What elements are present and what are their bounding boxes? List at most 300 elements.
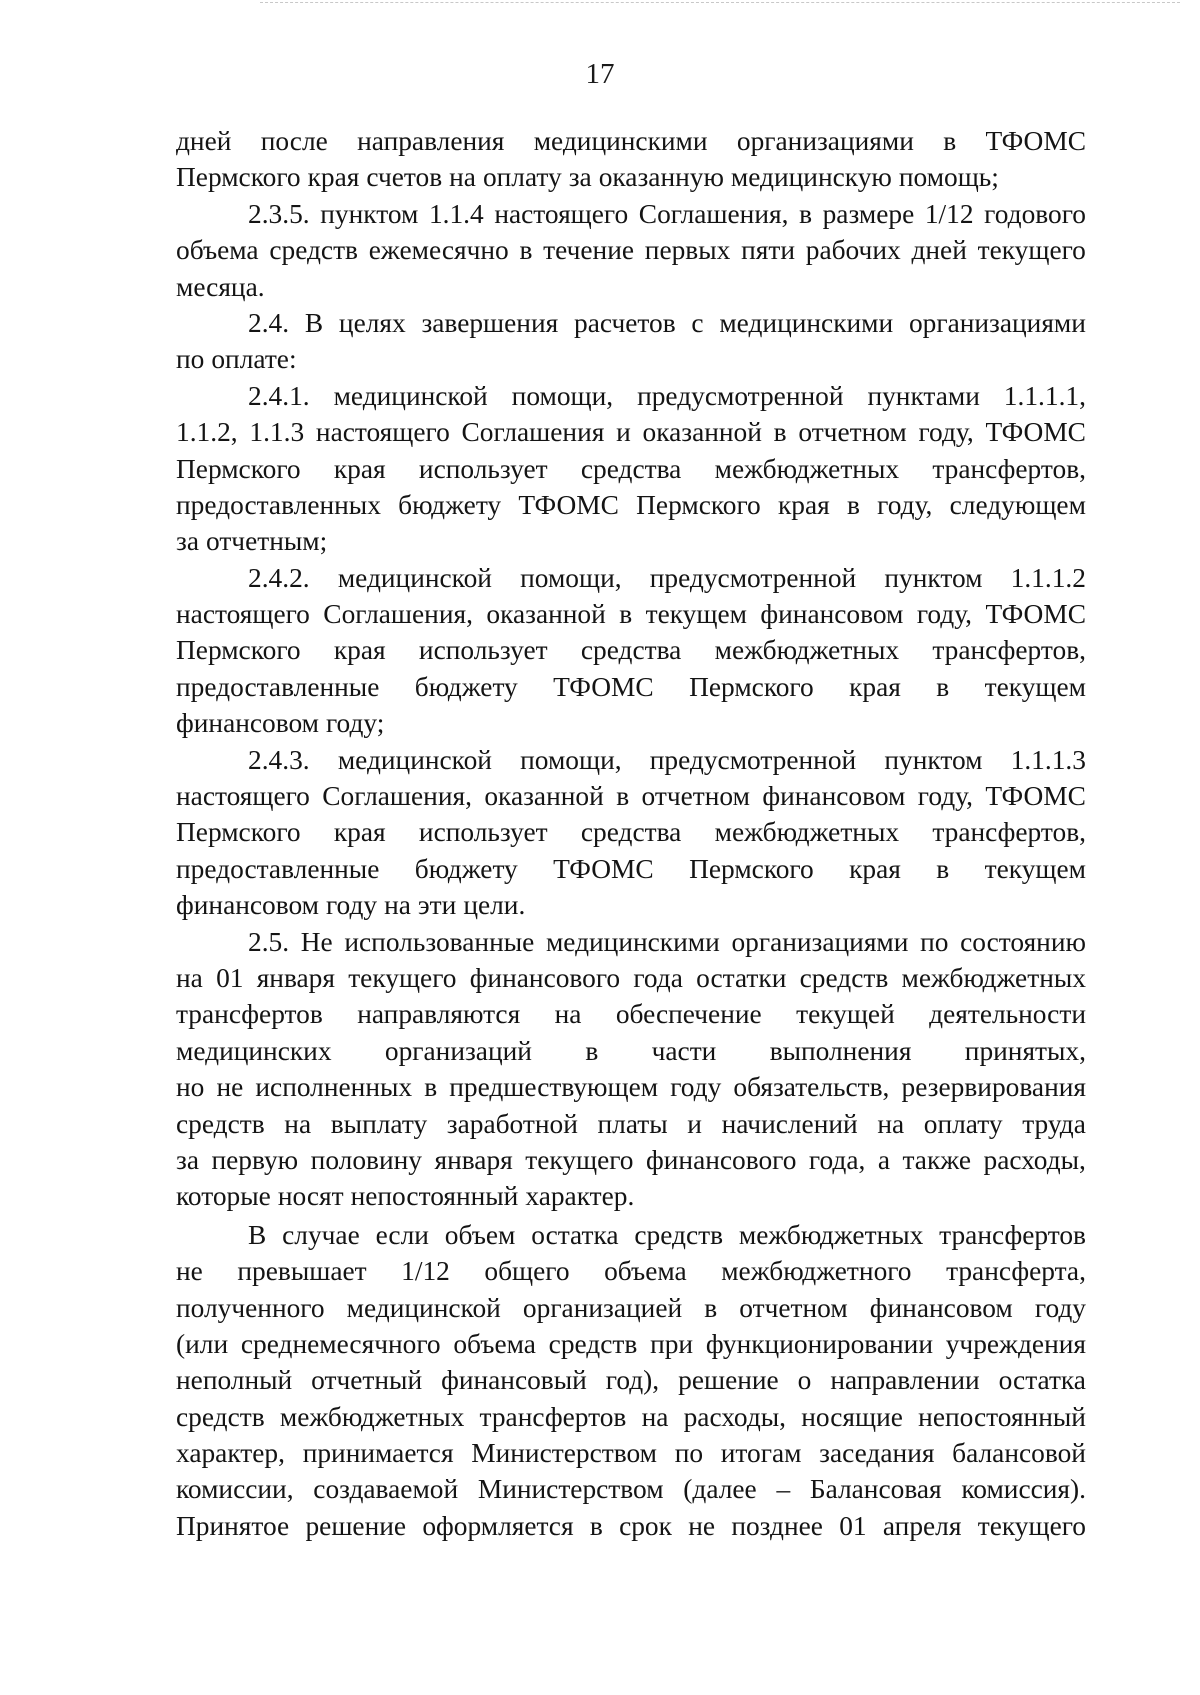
- text-word: финансовый: [441, 1365, 587, 1396]
- text-line: [176, 523, 1086, 559]
- text-word: использованные: [344, 926, 535, 957]
- text-word: организацией: [522, 1292, 683, 1323]
- text-word: трансфертов: [479, 1401, 627, 1432]
- text-word: году,: [918, 417, 974, 448]
- text-word: 1.1.3: [249, 417, 305, 448]
- text-word: настоящего: [494, 198, 629, 229]
- text-line: [176, 924, 1086, 960]
- text-line: [176, 341, 1086, 377]
- text-word: объема: [604, 1256, 687, 1287]
- text-word: в: [936, 671, 950, 702]
- text-word: предоставленных: [176, 489, 381, 520]
- text-word: пяти: [741, 235, 795, 266]
- text-word: трансфертов,: [932, 453, 1086, 484]
- text-word: в: [799, 198, 812, 229]
- text-word: о: [797, 1365, 812, 1396]
- text-word: оказанной: [642, 417, 762, 448]
- text-word: характер,: [176, 1438, 285, 1469]
- text-word: 1.1.1.1,: [1003, 380, 1086, 411]
- text-word: Пермского: [636, 489, 761, 520]
- text-word: расходы,: [983, 1144, 1086, 1175]
- text-word: но: [176, 1072, 205, 1103]
- text-word: учреждения: [945, 1328, 1086, 1359]
- text-line: [176, 1178, 1086, 1214]
- text-word: оплате:: [211, 344, 297, 375]
- text-word: апреля: [882, 1510, 962, 1541]
- text-line: [176, 1471, 1086, 1507]
- text-word: году,: [877, 489, 933, 520]
- text-word: месяца.: [176, 271, 265, 302]
- text-word: решение: [305, 1510, 407, 1541]
- text-word: (или: [176, 1328, 229, 1359]
- text-word: текущего: [977, 235, 1086, 266]
- text-word: ТФОМС: [985, 417, 1086, 448]
- text-word: ежемесячно: [368, 235, 509, 266]
- text-word: объема: [176, 235, 259, 266]
- text-word: не: [176, 1256, 203, 1287]
- text-word: Соглашения: [461, 417, 605, 448]
- text-line: [176, 232, 1086, 268]
- text-word: (далее: [683, 1474, 757, 1505]
- text-word: трансфертов,: [932, 817, 1086, 848]
- text-word: помощи,: [520, 562, 622, 593]
- text-word: средств: [548, 1328, 638, 1359]
- text-word: первых: [644, 235, 731, 266]
- text-word: выполнения: [769, 1035, 912, 1066]
- text-word: неполный: [176, 1365, 293, 1396]
- text-word: текущего: [348, 962, 457, 993]
- text-word: предоставленные: [176, 853, 380, 884]
- text-word: трансфертов,: [932, 635, 1086, 666]
- text-word: год),: [605, 1365, 660, 1396]
- text-word: В: [304, 307, 324, 338]
- text-word: 1.1.1.2: [1010, 562, 1086, 593]
- text-word: помощи,: [520, 744, 622, 775]
- text-word: году: [326, 890, 378, 921]
- text-word: текущем: [645, 599, 747, 630]
- text-line: [176, 1508, 1086, 1544]
- text-word: предшествующем: [449, 1072, 659, 1103]
- text-word: по: [920, 926, 949, 957]
- text-word: оказанную: [598, 162, 724, 193]
- text-word: ТФОМС: [985, 599, 1086, 630]
- text-word: межбюджетных: [714, 817, 900, 848]
- text-line: [176, 378, 1086, 414]
- text-word: счетов: [366, 162, 443, 193]
- text-line: [176, 1326, 1086, 1362]
- text-word: превышает: [237, 1256, 367, 1287]
- text-word: также: [902, 1144, 971, 1175]
- text-word: края: [849, 671, 901, 702]
- text-word: в: [846, 489, 860, 520]
- text-word: обеспечение: [615, 999, 762, 1030]
- text-word: среднемесячного: [240, 1328, 441, 1359]
- text-word: полученного: [176, 1292, 325, 1323]
- text-word: начислений: [721, 1108, 858, 1139]
- text-word: ТФОМС: [518, 489, 619, 520]
- text-word: трансфертов: [176, 999, 323, 1030]
- text-word: принимается: [302, 1438, 454, 1469]
- text-word: по: [176, 344, 205, 375]
- text-word: медицинскими: [719, 307, 894, 338]
- text-word: настоящего: [315, 417, 450, 448]
- text-word: за: [176, 526, 199, 557]
- text-word: В: [248, 1219, 267, 1250]
- text-word: организациями: [731, 926, 909, 957]
- text-line: [176, 451, 1086, 487]
- text-word: финансовом: [869, 1292, 1013, 1323]
- text-line: [176, 742, 1086, 778]
- text-word: медицинскими: [545, 926, 720, 957]
- text-word: текущего: [977, 1510, 1086, 1541]
- text-word: оформляется: [422, 1510, 574, 1541]
- text-line: [176, 305, 1086, 341]
- text-word: ТФОМС: [985, 126, 1086, 156]
- text-line: [176, 123, 1086, 159]
- text-word: 2.4.2.: [248, 562, 310, 593]
- text-word: расходы,: [683, 1401, 787, 1432]
- text-word: средства: [580, 453, 682, 484]
- text-word: деятельности: [929, 999, 1086, 1030]
- text-word: настоящего: [176, 599, 310, 630]
- text-word: Соглашения,: [323, 599, 473, 630]
- text-word: в: [936, 853, 950, 884]
- text-word: финансового: [469, 962, 621, 993]
- text-word: комиссии,: [176, 1474, 294, 1505]
- text-word: отчетный: [311, 1365, 423, 1396]
- text-word: по: [674, 1438, 704, 1469]
- text-word: Пермского: [689, 671, 814, 702]
- text-word: Пермского: [689, 853, 814, 884]
- text-word: расчетов: [574, 307, 676, 338]
- text-word: характер.: [525, 1181, 635, 1212]
- text-word: использует: [418, 453, 548, 484]
- text-word: году,: [916, 599, 973, 630]
- text-word: отчетном: [641, 781, 750, 812]
- text-word: следующем: [949, 489, 1086, 520]
- text-word: Соглашения,: [322, 781, 472, 812]
- text-word: предусмотренной: [637, 380, 844, 411]
- text-word: срок: [619, 1510, 672, 1541]
- text-word: в: [943, 126, 957, 156]
- text-word: Балансовая: [809, 1474, 942, 1505]
- text-word: края: [333, 635, 386, 666]
- text-word: использует: [418, 817, 548, 848]
- text-word: межбюджетных: [901, 962, 1086, 993]
- text-word: 1.1.2,: [176, 417, 238, 448]
- text-word: Пермского: [176, 635, 301, 666]
- text-word: половину: [310, 1144, 422, 1175]
- text-word: остатка: [531, 1219, 619, 1250]
- text-word: году;: [326, 708, 385, 739]
- text-line: [176, 1362, 1086, 1398]
- text-word: медицинской: [346, 1292, 501, 1323]
- text-word: размере: [822, 198, 915, 229]
- text-word: 1/12: [401, 1256, 450, 1287]
- text-line: [176, 1106, 1086, 1142]
- text-word: бюджету: [414, 853, 518, 884]
- text-word: направления: [357, 126, 505, 156]
- text-word: в: [704, 1292, 718, 1323]
- text-line: [176, 414, 1086, 450]
- text-word: исполненных: [255, 1072, 413, 1103]
- text-word: межбюджетных: [738, 1219, 924, 1250]
- text-word: 1.1.4: [428, 198, 484, 229]
- text-line: [176, 159, 1086, 195]
- text-line: [176, 560, 1086, 596]
- text-word: части: [651, 1035, 717, 1066]
- text-word: выплату: [330, 1108, 428, 1139]
- text-word: пунктами: [867, 380, 980, 411]
- text-word: на: [384, 890, 411, 921]
- text-word: межбюджетных: [714, 635, 900, 666]
- text-word: ТФОМС: [553, 853, 654, 884]
- text-word: года,: [808, 1144, 866, 1175]
- text-word: средства: [580, 635, 682, 666]
- text-word: на: [554, 999, 582, 1030]
- text-word: межбюджетных: [279, 1401, 465, 1432]
- text-word: организациями: [736, 126, 914, 156]
- text-word: Пермского: [176, 453, 301, 484]
- text-word: и: [616, 417, 631, 448]
- text-word: помощи,: [511, 380, 614, 411]
- text-word: отчетным;: [205, 526, 328, 557]
- text-word: января: [434, 1144, 513, 1175]
- text-word: обязательств,: [733, 1072, 890, 1103]
- text-word: средства: [580, 817, 682, 848]
- text-word: в: [589, 1510, 603, 1541]
- text-word: 2.3.5.: [248, 198, 310, 229]
- text-word: края: [333, 817, 386, 848]
- text-word: оплату: [482, 162, 562, 193]
- page-number: 17: [585, 58, 615, 90]
- text-word: за: [568, 162, 592, 193]
- text-word: общего: [484, 1256, 570, 1287]
- text-word: оплату: [923, 1108, 1003, 1139]
- text-word: 1/12: [924, 198, 974, 229]
- text-word: эти: [417, 890, 457, 921]
- text-line: [176, 1033, 1086, 1069]
- text-word: отчетном: [798, 417, 907, 448]
- text-line: [176, 887, 1086, 923]
- text-word: предоставленные: [176, 671, 380, 702]
- text-word: отчетном: [739, 1292, 848, 1323]
- text-line: [176, 1142, 1086, 1178]
- text-word: целях: [338, 307, 406, 338]
- text-word: края: [307, 162, 360, 193]
- text-word: бюджету: [398, 489, 502, 520]
- text-word: –: [776, 1474, 791, 1505]
- text-word: января: [256, 962, 335, 993]
- text-word: резервирования: [901, 1072, 1086, 1103]
- text-word: настоящего: [176, 781, 310, 812]
- text-word: непостоянный: [918, 1401, 1086, 1432]
- text-word: средств: [634, 1219, 724, 1250]
- text-word: ТФОМС: [553, 671, 654, 702]
- text-word: бюджету: [414, 671, 518, 702]
- text-word: Министерством: [477, 1474, 664, 1505]
- text-line: [176, 1290, 1086, 1326]
- text-word: текущем: [984, 853, 1086, 884]
- text-word: которые: [176, 1181, 271, 1212]
- text-word: году,: [917, 781, 973, 812]
- text-word: 01: [839, 1510, 867, 1541]
- text-word: объем: [444, 1219, 516, 1250]
- text-word: первую: [211, 1144, 299, 1175]
- text-word: в: [424, 1072, 438, 1103]
- text-word: оказанной: [486, 599, 606, 630]
- text-word: в: [619, 599, 633, 630]
- text-line: [176, 851, 1086, 887]
- text-word: средств: [176, 1401, 265, 1432]
- text-line: [176, 1435, 1086, 1471]
- text-word: направлении: [830, 1365, 980, 1396]
- text-word: позднее: [731, 1510, 823, 1541]
- text-word: на: [449, 162, 476, 193]
- text-word: создаваемой: [313, 1474, 459, 1505]
- text-word: средств: [176, 1108, 265, 1139]
- text-word: остатка: [998, 1365, 1086, 1396]
- text-word: текущей: [796, 999, 895, 1030]
- text-word: предусмотренной: [649, 562, 857, 593]
- text-word: медицинской: [333, 380, 488, 411]
- text-line: [176, 1069, 1086, 1105]
- text-word: организаций: [384, 1035, 532, 1066]
- text-word: не: [216, 1072, 244, 1103]
- text-word: медицинскую: [730, 162, 892, 193]
- text-word: 2.4.1.: [248, 380, 310, 411]
- text-word: текущего: [525, 1144, 634, 1175]
- text-word: 1.1.1.3: [1010, 744, 1086, 775]
- text-line: [176, 778, 1086, 814]
- text-word: в: [616, 781, 630, 812]
- scan-edge-line: [260, 2, 1180, 3]
- text-word: годового: [984, 198, 1086, 229]
- text-word: 2.4.: [248, 307, 290, 338]
- text-word: дней: [911, 235, 967, 266]
- text-word: медицинскими: [533, 126, 708, 156]
- text-word: финансовом: [762, 781, 906, 812]
- text-word: помощь;: [898, 162, 999, 193]
- text-word: году: [670, 1072, 722, 1103]
- text-line: [176, 669, 1086, 705]
- text-word: а: [877, 1144, 890, 1175]
- text-line: [176, 1217, 1086, 1253]
- text-word: края: [777, 489, 830, 520]
- text-word: финансовом: [176, 890, 319, 921]
- text-word: труда: [1022, 1108, 1086, 1139]
- text-line: [176, 960, 1086, 996]
- text-word: медицинской: [337, 562, 492, 593]
- text-word: межбюджетного: [721, 1256, 912, 1287]
- text-word: медицинской: [337, 744, 492, 775]
- text-word: Пермского: [176, 162, 301, 193]
- text-word: на: [284, 1108, 312, 1139]
- text-word: использует: [418, 635, 548, 666]
- text-word: текущем: [984, 671, 1086, 702]
- text-word: Пермского: [176, 817, 301, 848]
- text-word: с: [691, 307, 704, 338]
- text-word: года: [633, 962, 683, 993]
- text-word: дней: [176, 126, 232, 156]
- text-line: [176, 487, 1086, 523]
- text-word: в: [585, 1035, 599, 1066]
- text-word: Соглашения,: [638, 198, 789, 229]
- text-word: комиссия).: [961, 1474, 1086, 1505]
- text-word: предусмотренной: [649, 744, 857, 775]
- text-word: после: [260, 126, 328, 156]
- text-word: течение: [543, 235, 635, 266]
- text-word: организациями: [908, 307, 1086, 338]
- text-line: [176, 196, 1086, 232]
- text-word: 01: [216, 962, 244, 993]
- text-word: пунктом: [884, 562, 983, 593]
- text-word: 2.5.: [248, 926, 290, 957]
- text-line: [176, 596, 1086, 632]
- text-word: края: [333, 453, 386, 484]
- text-word: средств: [799, 962, 889, 993]
- text-word: году: [1034, 1292, 1086, 1323]
- text-word: 2.4.3.: [248, 744, 310, 775]
- text-word: пунктом: [320, 198, 419, 229]
- text-word: итогам: [720, 1438, 802, 1469]
- text-word: направляются: [357, 999, 521, 1030]
- text-word: заработной: [446, 1108, 578, 1139]
- text-word: рабочих: [805, 235, 901, 266]
- text-line: [176, 1399, 1086, 1435]
- text-word: ТФОМС: [985, 781, 1086, 812]
- text-word: Министерством: [471, 1438, 657, 1469]
- text-word: за: [176, 1144, 199, 1175]
- text-word: цели.: [463, 890, 526, 921]
- text-word: функционировании: [705, 1328, 933, 1359]
- text-word: на: [176, 962, 203, 993]
- text-word: носят: [277, 1181, 344, 1212]
- text-word: финансового: [646, 1144, 797, 1175]
- text-word: Не: [300, 926, 333, 957]
- text-word: объема: [453, 1328, 536, 1359]
- text-word: края: [849, 853, 901, 884]
- text-word: в: [519, 235, 533, 266]
- text-word: при: [650, 1328, 694, 1359]
- text-line: [176, 1253, 1086, 1289]
- text-word: решение: [678, 1365, 779, 1396]
- text-word: оказанной: [484, 781, 604, 812]
- text-word: и: [687, 1108, 702, 1139]
- text-line: [176, 814, 1086, 850]
- text-word: если: [375, 1219, 429, 1250]
- text-word: межбюджетных: [714, 453, 900, 484]
- text-word: заседания: [819, 1438, 935, 1469]
- text-word: финансовом: [176, 708, 319, 739]
- text-line: [176, 269, 1086, 305]
- text-word: пунктом: [884, 744, 983, 775]
- text-word: платы: [597, 1108, 668, 1139]
- text-word: случае: [282, 1219, 360, 1250]
- text-word: в: [773, 417, 787, 448]
- text-word: завершения: [421, 307, 559, 338]
- text-word: на: [641, 1401, 669, 1432]
- text-word: принятых,: [964, 1035, 1086, 1066]
- text-line: [176, 996, 1086, 1032]
- text-word: непостоянный: [350, 1181, 519, 1212]
- text-word: медицинских: [176, 1035, 332, 1066]
- text-word: балансовой: [952, 1438, 1086, 1469]
- text-line: [176, 705, 1086, 741]
- text-word: на: [877, 1108, 905, 1139]
- text-word: остатки: [696, 962, 787, 993]
- document-body: [176, 123, 1086, 1544]
